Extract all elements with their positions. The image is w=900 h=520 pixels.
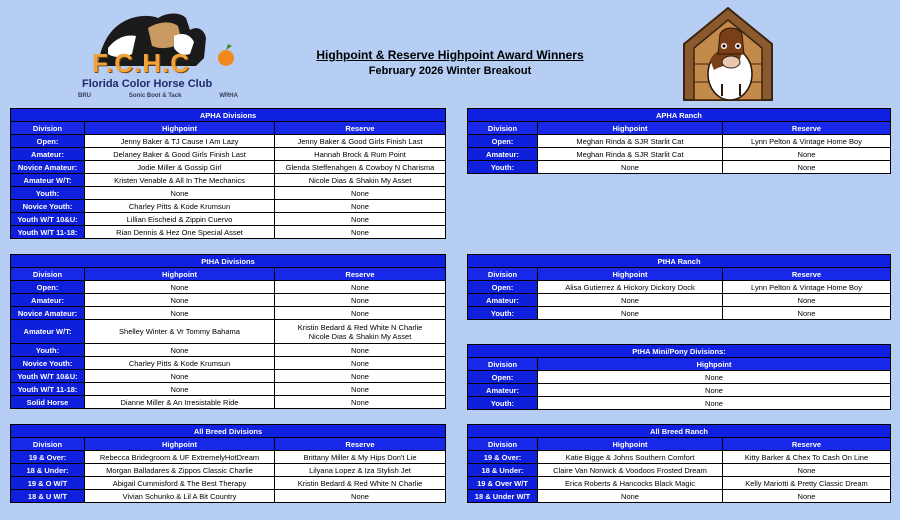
highpoint-cell: None xyxy=(538,397,891,410)
highpoint-cell: Katie Bigge & Johns Southern Comfort xyxy=(538,451,723,464)
table-ptha-divisions xyxy=(10,254,445,409)
highpoint-cell: Abigail Cummisford & The Best Therapy xyxy=(85,477,275,490)
highpoint-cell: None xyxy=(538,161,723,174)
table-row xyxy=(11,148,446,161)
column-header: Division xyxy=(11,122,85,135)
table-title: APHA Divisions xyxy=(11,109,446,122)
highpoint-cell: None xyxy=(85,281,275,294)
table-row xyxy=(11,396,446,409)
division-cell: Open: xyxy=(11,281,85,294)
division-cell: Novice Amateur: xyxy=(11,307,85,320)
sponsor-strip xyxy=(78,93,238,99)
division-cell: Youth W/T 11-18: xyxy=(11,383,85,396)
column-header: Highpoint xyxy=(538,122,723,135)
reserve-cell: None xyxy=(275,357,446,370)
division-cell: 19 & Over: xyxy=(468,451,538,464)
highpoint-cell: Delaney Baker & Good Girls Finish Last xyxy=(85,148,275,161)
division-cell: Youth: xyxy=(468,307,538,320)
table-row xyxy=(11,226,446,239)
highpoint-cell: None xyxy=(538,490,723,503)
division-cell: Youth: xyxy=(11,187,85,200)
table-row xyxy=(468,281,891,294)
table-row xyxy=(468,161,891,174)
highpoint-cell: Rebecca Bridegroom & UF ExtremelyHotDream xyxy=(85,451,275,464)
table-apha-divisions xyxy=(10,108,445,239)
reserve-cell: Hannah Brock & Rum Point xyxy=(275,148,446,161)
division-cell: Youth: xyxy=(468,161,538,174)
highpoint-cell: Lillian Eischeid & Zippin Cuervo xyxy=(85,213,275,226)
division-cell: 19 & Over: xyxy=(11,451,85,464)
table-row xyxy=(11,451,446,464)
division-cell: Amateur W/T: xyxy=(11,320,85,344)
division-cell: Youth: xyxy=(11,344,85,357)
highpoint-cell: Meghan Rinda & SJR Starlit Cat xyxy=(538,135,723,148)
division-cell: 18 & U W/T xyxy=(11,490,85,503)
reserve-cell: None xyxy=(723,464,891,477)
table-title: APHA Ranch xyxy=(468,109,891,122)
table-row xyxy=(11,344,446,357)
column-header: Reserve xyxy=(723,268,891,281)
table-row xyxy=(11,281,446,294)
highpoint-cell: Claire Van Norwick & Voodoos Frosted Dream xyxy=(538,464,723,477)
highpoint-cell: Charley Pitts & Kode Krumsun xyxy=(85,357,275,370)
division-cell: Youth: xyxy=(468,397,538,410)
column-header: Reserve xyxy=(723,438,891,451)
highpoint-cell: Vivian Schunko & Lil A Bit Country xyxy=(85,490,275,503)
table-row xyxy=(468,384,891,397)
table-row xyxy=(11,200,446,213)
table-title: PtHA Divisions xyxy=(11,255,446,268)
reserve-cell: None xyxy=(275,307,446,320)
column-header: Division xyxy=(468,438,538,451)
division-cell: Novice Amateur: xyxy=(11,161,85,174)
table-row xyxy=(11,161,446,174)
table-row xyxy=(11,174,446,187)
reserve-cell: None xyxy=(275,344,446,357)
reserve-cell: Jenny Baker & Good Girls Finish Last xyxy=(275,135,446,148)
column-header: Highpoint xyxy=(538,358,891,371)
table-row xyxy=(11,135,446,148)
fchc-logo xyxy=(78,8,238,98)
column-header: Division xyxy=(11,268,85,281)
highpoint-cell: Shelley Winter & Vr Tommy Bahama xyxy=(85,320,275,344)
reserve-cell: Kristin Bedard & Red White N Charlie xyxy=(275,477,446,490)
sponsor-logo: BRU xyxy=(78,93,91,99)
page-title: Highpoint & Reserve Highpoint Award Winners xyxy=(316,48,584,62)
highpoint-cell: Dianne Miller & An Irresistable Ride xyxy=(85,396,275,409)
table-title: PtHA Ranch xyxy=(468,255,891,268)
column-header: Division xyxy=(11,438,85,451)
column-header: Highpoint xyxy=(85,268,275,281)
column-header: Reserve xyxy=(275,268,446,281)
table-row xyxy=(468,307,891,320)
column-header: Highpoint xyxy=(538,268,723,281)
highpoint-cell: None xyxy=(538,371,891,384)
table-row xyxy=(468,490,891,503)
reserve-cell: Kitty Barker & Chex To Cash On Line xyxy=(723,451,891,464)
division-cell: Amateur: xyxy=(468,148,538,161)
table-ptha-mini-pony xyxy=(467,344,890,410)
table-row xyxy=(11,490,446,503)
highpoint-cell: None xyxy=(85,344,275,357)
highpoint-cell: Jodie Miller & Gossip Girl xyxy=(85,161,275,174)
division-cell: 18 & Under: xyxy=(11,464,85,477)
table-row xyxy=(468,135,891,148)
highpoint-cell: Kristen Venable & All In The Mechanics xyxy=(85,174,275,187)
highpoint-cell: Erica Roberts & Hancocks Black Magic xyxy=(538,477,723,490)
table-row xyxy=(11,477,446,490)
table-row xyxy=(468,371,891,384)
reserve-cell: None xyxy=(275,396,446,409)
reserve-cell: Nicole Dias & Shakin My Asset xyxy=(275,174,446,187)
table-row xyxy=(468,464,891,477)
reserve-cell: None xyxy=(275,187,446,200)
table-row xyxy=(11,294,446,307)
division-cell: Open: xyxy=(468,281,538,294)
table-ptha-ranch xyxy=(467,254,890,320)
division-cell: Youth W/T 10&U: xyxy=(11,213,85,226)
highpoint-cell: None xyxy=(538,294,723,307)
column-header: Division xyxy=(468,268,538,281)
highpoint-cell: None xyxy=(85,307,275,320)
table-row xyxy=(11,370,446,383)
table-row xyxy=(468,477,891,490)
division-cell: Solid Horse xyxy=(11,396,85,409)
reserve-cell: Lynn Pelton & Vintage Home Boy xyxy=(723,281,891,294)
division-cell: 19 & O W/T xyxy=(11,477,85,490)
reserve-cell: None xyxy=(275,383,446,396)
logo-club-name: Florida Color Horse Club xyxy=(82,78,213,90)
division-cell: Open: xyxy=(468,371,538,384)
table-row xyxy=(468,397,891,410)
division-cell: Amateur: xyxy=(11,148,85,161)
table-row xyxy=(468,148,891,161)
reserve-cell: None xyxy=(275,200,446,213)
highpoint-cell: Alisa Gutierrez & Hickory Dickory Dock xyxy=(538,281,723,294)
table-row xyxy=(11,357,446,370)
table-row xyxy=(468,294,891,307)
table-row xyxy=(11,213,446,226)
highpoint-cell: None xyxy=(85,383,275,396)
table-row xyxy=(11,464,446,477)
reserve-cell: Kelly Mariotti & Pretty Classic Dream xyxy=(723,477,891,490)
division-cell: Amateur: xyxy=(468,384,538,397)
highpoint-cell: Meghan Rinda & SJR Starlit Cat xyxy=(538,148,723,161)
division-cell: Open: xyxy=(468,135,538,148)
reserve-cell: None xyxy=(723,161,891,174)
reserve-cell: None xyxy=(275,226,446,239)
column-header: Reserve xyxy=(275,438,446,451)
division-cell: Novice Youth: xyxy=(11,200,85,213)
table-row xyxy=(11,187,446,200)
column-header: Highpoint xyxy=(538,438,723,451)
table-row xyxy=(11,383,446,396)
table-row xyxy=(11,320,446,344)
horse-barn-icon xyxy=(680,4,776,102)
page-subtitle: February 2026 Winter Breakout xyxy=(368,65,532,77)
table-row xyxy=(11,307,446,320)
page-header xyxy=(250,48,650,77)
table-title: All Breed Divisions xyxy=(11,425,446,438)
reserve-cell: None xyxy=(275,490,446,503)
reserve-cell: None xyxy=(723,490,891,503)
reserve-cell: Glenda Steffenahgen & Cowboy N Charisma xyxy=(275,161,446,174)
reserve-cell: Brittany Miller & My Hips Don't Lie xyxy=(275,451,446,464)
reserve-cell: None xyxy=(275,213,446,226)
column-header: Division xyxy=(468,122,538,135)
highpoint-cell: Charley Pitts & Kode Krumsun xyxy=(85,200,275,213)
reserve-cell: None xyxy=(723,148,891,161)
column-header: Reserve xyxy=(723,122,891,135)
reserve-cell: Lynn Pelton & Vintage Home Boy xyxy=(723,135,891,148)
reserve-cell: Kristin Bedard & Red White N Charlie Nicole Dias & Shakin My Asset xyxy=(275,320,446,344)
highpoint-cell: None xyxy=(85,187,275,200)
reserve-cell: None xyxy=(275,294,446,307)
division-cell: Open: xyxy=(11,135,85,148)
highpoint-cell: None xyxy=(538,384,891,397)
division-cell: Youth W/T 11-18: xyxy=(11,226,85,239)
highpoint-cell: None xyxy=(85,294,275,307)
division-cell: Amateur: xyxy=(468,294,538,307)
table-title: All Breed Ranch xyxy=(468,425,891,438)
division-cell: Novice Youth: xyxy=(11,357,85,370)
table-row xyxy=(468,451,891,464)
sponsor-logo: WRHA xyxy=(219,93,238,99)
reserve-cell: None xyxy=(723,294,891,307)
highpoint-cell: Rian Dennis & Hez One Special Asset xyxy=(85,226,275,239)
column-header: Division xyxy=(468,358,538,371)
table-apha-ranch xyxy=(467,108,890,174)
reserve-cell: None xyxy=(275,281,446,294)
division-cell: Amateur W/T: xyxy=(11,174,85,187)
table-all-breed-divisions xyxy=(10,424,445,503)
column-header: Reserve xyxy=(275,122,446,135)
reserve-cell: None xyxy=(723,307,891,320)
division-cell: 19 & Over W/T xyxy=(468,477,538,490)
table-all-breed-ranch xyxy=(467,424,890,503)
highpoint-cell: Morgan Balladares & Zippos Classic Charlie xyxy=(85,464,275,477)
highpoint-cell: Jenny Baker & TJ Cause I Am Lazy xyxy=(85,135,275,148)
table-title: PtHA Mini/Pony Divisions: xyxy=(468,345,891,358)
column-header: Highpoint xyxy=(85,122,275,135)
division-cell: Amateur: xyxy=(11,294,85,307)
highpoint-cell: None xyxy=(85,370,275,383)
reserve-cell: Lilyana Lopez & Iza Stylish Jet xyxy=(275,464,446,477)
division-cell: Youth W/T 10&U: xyxy=(11,370,85,383)
highpoint-cell: None xyxy=(538,307,723,320)
division-cell: 18 & Under: xyxy=(468,464,538,477)
logo-initials: F.C.H.C xyxy=(92,48,190,78)
column-header: Highpoint xyxy=(85,438,275,451)
sponsor-logo: Sonic Boot & Tack xyxy=(128,93,182,99)
division-cell: 18 & Under W/T xyxy=(468,490,538,503)
reserve-cell: None xyxy=(275,370,446,383)
